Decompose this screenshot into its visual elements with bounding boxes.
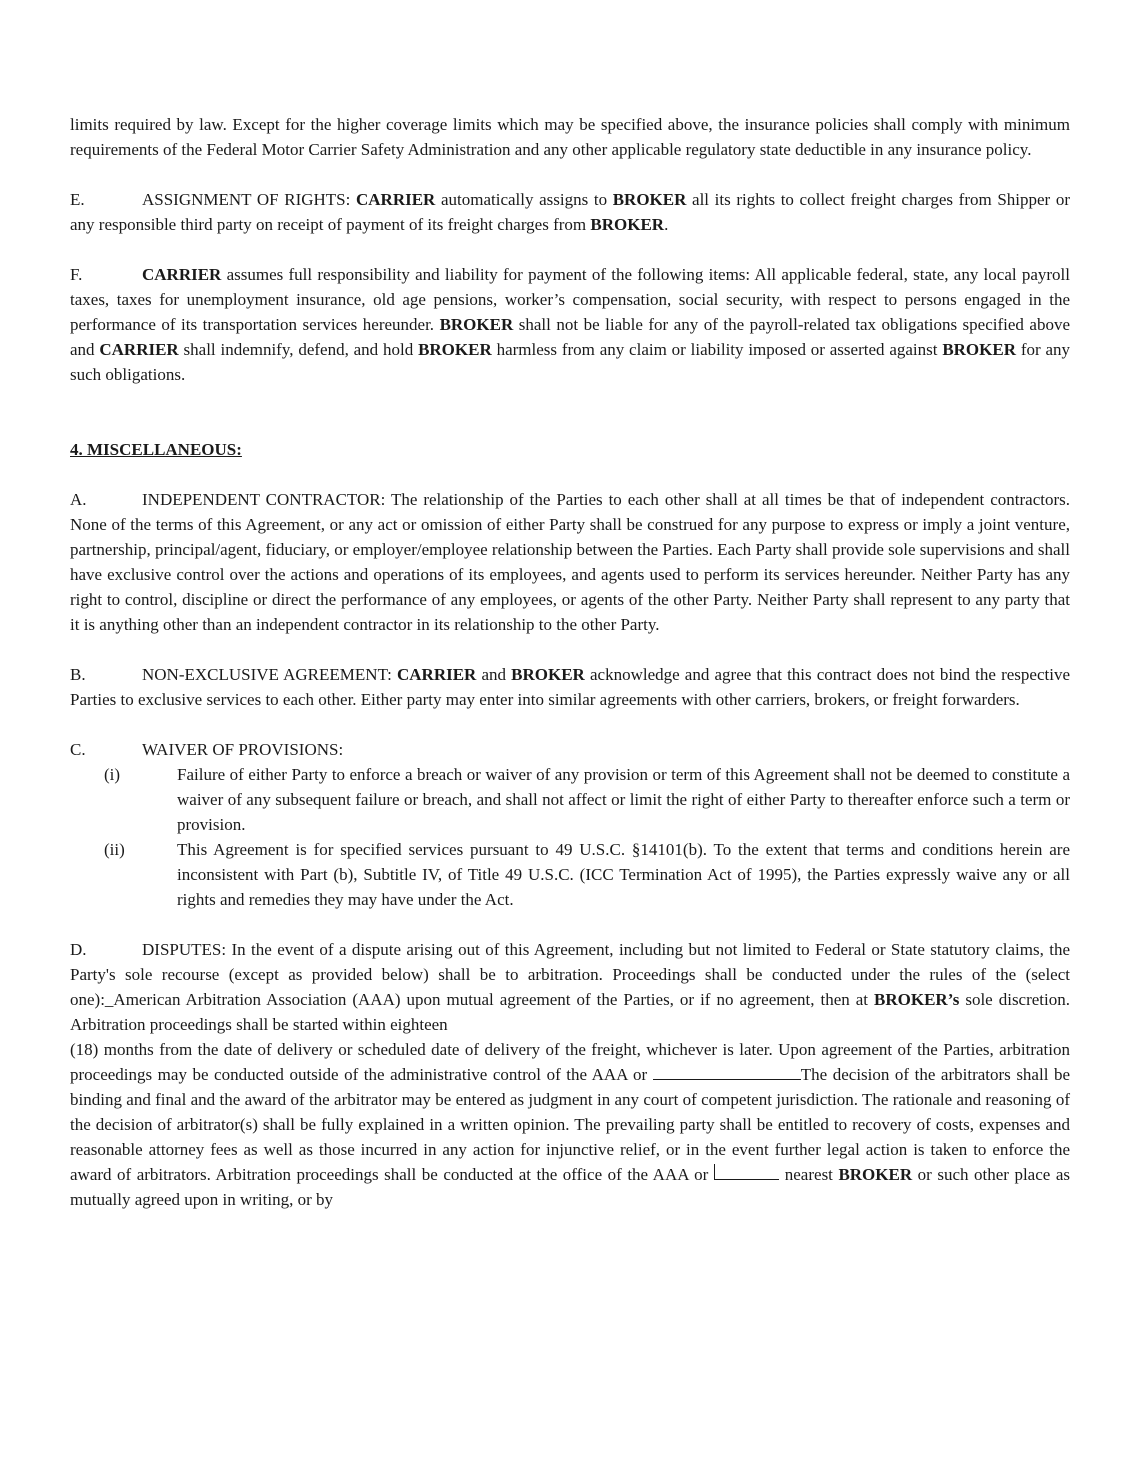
section-text: shall indemnify, defend, and hold [178, 340, 419, 359]
party-name: BROKER [511, 665, 585, 684]
section-text: automatically assigns to [435, 190, 613, 209]
blank-fill-in-line[interactable] [653, 1064, 801, 1080]
section-b-non-exclusive-agreement [70, 662, 1070, 712]
party-name: BROKER [838, 1165, 913, 1184]
party-name: BROKER’s [874, 990, 960, 1009]
section-text: The decision of the arbitrators shall be binding and final and the award of the arbitrator may be entered as judgment in any court of competent jurisdiction. The rationale and reasoning of the decision of arbitrator(s) shall be fully explained in a written opinion. The prevailing party shall be entitled to recovery of costs, expenses and reasonable attorney fees as well as those incurred in any action for injunctive relief, or in the event further legal action is taken to enforce the award of arbitrators. Arbitration proceedings shall be conducted at the office of the AAA or [70, 1065, 1071, 1184]
party-name: BROKER [942, 340, 1016, 359]
section-c-waiver-of-provisions [70, 737, 1070, 912]
section-e-assignment-of-rights [70, 187, 1070, 237]
section-label: F. [70, 265, 83, 284]
list-item [70, 837, 1070, 912]
section-text: shall not be liable for any of the payroll-related tax obligations specified above and [70, 315, 1071, 359]
section-text: or such other place as mutually agreed upon in writing, or by [70, 1165, 1070, 1209]
section-text: and [476, 665, 512, 684]
section-d-disputes [70, 937, 1070, 1037]
section-text: NON-EXCLUSIVE AGREEMENT: [142, 665, 397, 684]
section-d-continued [70, 1037, 1070, 1212]
party-name: BROKER [612, 190, 687, 209]
section-label: E. [70, 190, 85, 209]
section-text: for any such obligations. [70, 340, 1071, 384]
list-item-text: Failure of either Party to enforce a breach or waiver of any provision or term of this Agreement shall not be deemed to constitute a waiver of any subsequent failure or breach, and shall not affect or limit the right of either Party to thereafter enforce such a term or provision. [177, 765, 1070, 834]
section-text: INDEPENDENT CONTRACTOR: The relationship of the Parties to each other shall at all times be that of independent contractors. None of the terms of this Agreement, or any act or omission of either Party shall be construed for any purpose to express or imply a joint venture, partnership, principal/agent, fiduciary, or employer/employee relationship between the Parties. Each Party shall provide sole supervisions and shall have exclusive control over the actions and operations of its employees, and agents used to perform its services hereunder. Neither Party has any right to control, discipline or direct the performance of any employees, or agents of the other Party. Neither Party shall represent to any party that it is anything other than an independent contractor in its relationship to the other Party. [70, 490, 1070, 634]
party-name: BROKER [418, 340, 492, 359]
section-heading-miscellaneous: 4. MISCELLANEOUS: [70, 440, 242, 459]
paragraph-insurance-limits [70, 112, 1070, 162]
party-name: CARRIER [99, 340, 179, 359]
section-label: D. [70, 940, 87, 959]
section-text: assumes full responsibility and liability for payment of the following items: All applicable federal, state, any local payroll taxes, taxes for unemployment insurance, old age pensions, worker’s compensation, social security, with respect to persons engaged in the performance of its transportation services hereunder. [70, 265, 1070, 334]
list-item-text: This Agreement is for specified services pursuant to 49 U.S.C. §14101(b). To the extent that terms and conditions herein are inconsistent with Part (b), Subtitle IV, of Title 49 U.S.C. (ICC Termination Act of 1995), the Parties expressly waive any or all rights and remedies they may have under the Act. [177, 840, 1070, 909]
section-text: ASSIGNMENT OF RIGHTS: [142, 190, 356, 209]
section-text: DISPUTES: In the event of a dispute arising out of this Agreement, including but not limited to Federal or State statutory claims, the Party's sole recourse (except as provided below) shall be to arbitration. Proceedings shall be conducted under the rules of the (select one):_American Arbitration Association (AAA) upon mutual agreement of the Parties, or if no agreement, then at [70, 940, 1070, 1009]
section-f-tax-liability [70, 262, 1070, 387]
party-name: BROKER [439, 315, 514, 334]
section-label: B. [70, 665, 86, 684]
section-text: acknowledge and agree that this contract does not bind the respective Parties to exclusive services to each other. Either party may enter into similar agreements with other carriers, brokers, or freight forwarders. [70, 665, 1070, 709]
party-name: BROKER [590, 215, 665, 234]
party-name: CARRIER [356, 190, 436, 209]
section-text: harmless from any claim or liability imposed or asserted against [491, 340, 943, 359]
party-name: CARRIER [142, 265, 222, 284]
blank-fill-in-box[interactable] [714, 1164, 779, 1180]
section-label: A. [70, 490, 87, 509]
section-title: WAIVER OF PROVISIONS: [142, 740, 344, 759]
section-label: C. [70, 740, 86, 759]
section-text: . [664, 215, 669, 234]
paragraph-text: limits required by law. Except for the higher coverage limits which may be specified above, the insurance policies shall comply with minimum requirements of the Federal Motor Carrier Safety Administration and any other applicable regulatory state deductible in any insurance policy. [70, 115, 1070, 159]
section-a-independent-contractor [70, 487, 1070, 637]
list-item [70, 762, 1070, 837]
list-item-number: (i) [104, 765, 121, 784]
list-item-number: (ii) [104, 840, 125, 859]
section-text: (18) months from the date of delivery or scheduled date of delivery of the freight, whichever is later. Upon agreement of the Parties, arbitration proceedings may be conducted outside of the administrative control of the AAA or [70, 1040, 1070, 1084]
section-text: nearest [784, 1165, 839, 1184]
section-text: all its rights to collect freight charges from Shipper or any responsible third party on receipt of payment of its freight charges from [70, 190, 1071, 234]
section-text: sole discretion. Arbitration proceedings shall be started within eighteen [70, 990, 1071, 1034]
section-c-title-line [70, 737, 1070, 762]
party-name: CARRIER [396, 665, 477, 684]
